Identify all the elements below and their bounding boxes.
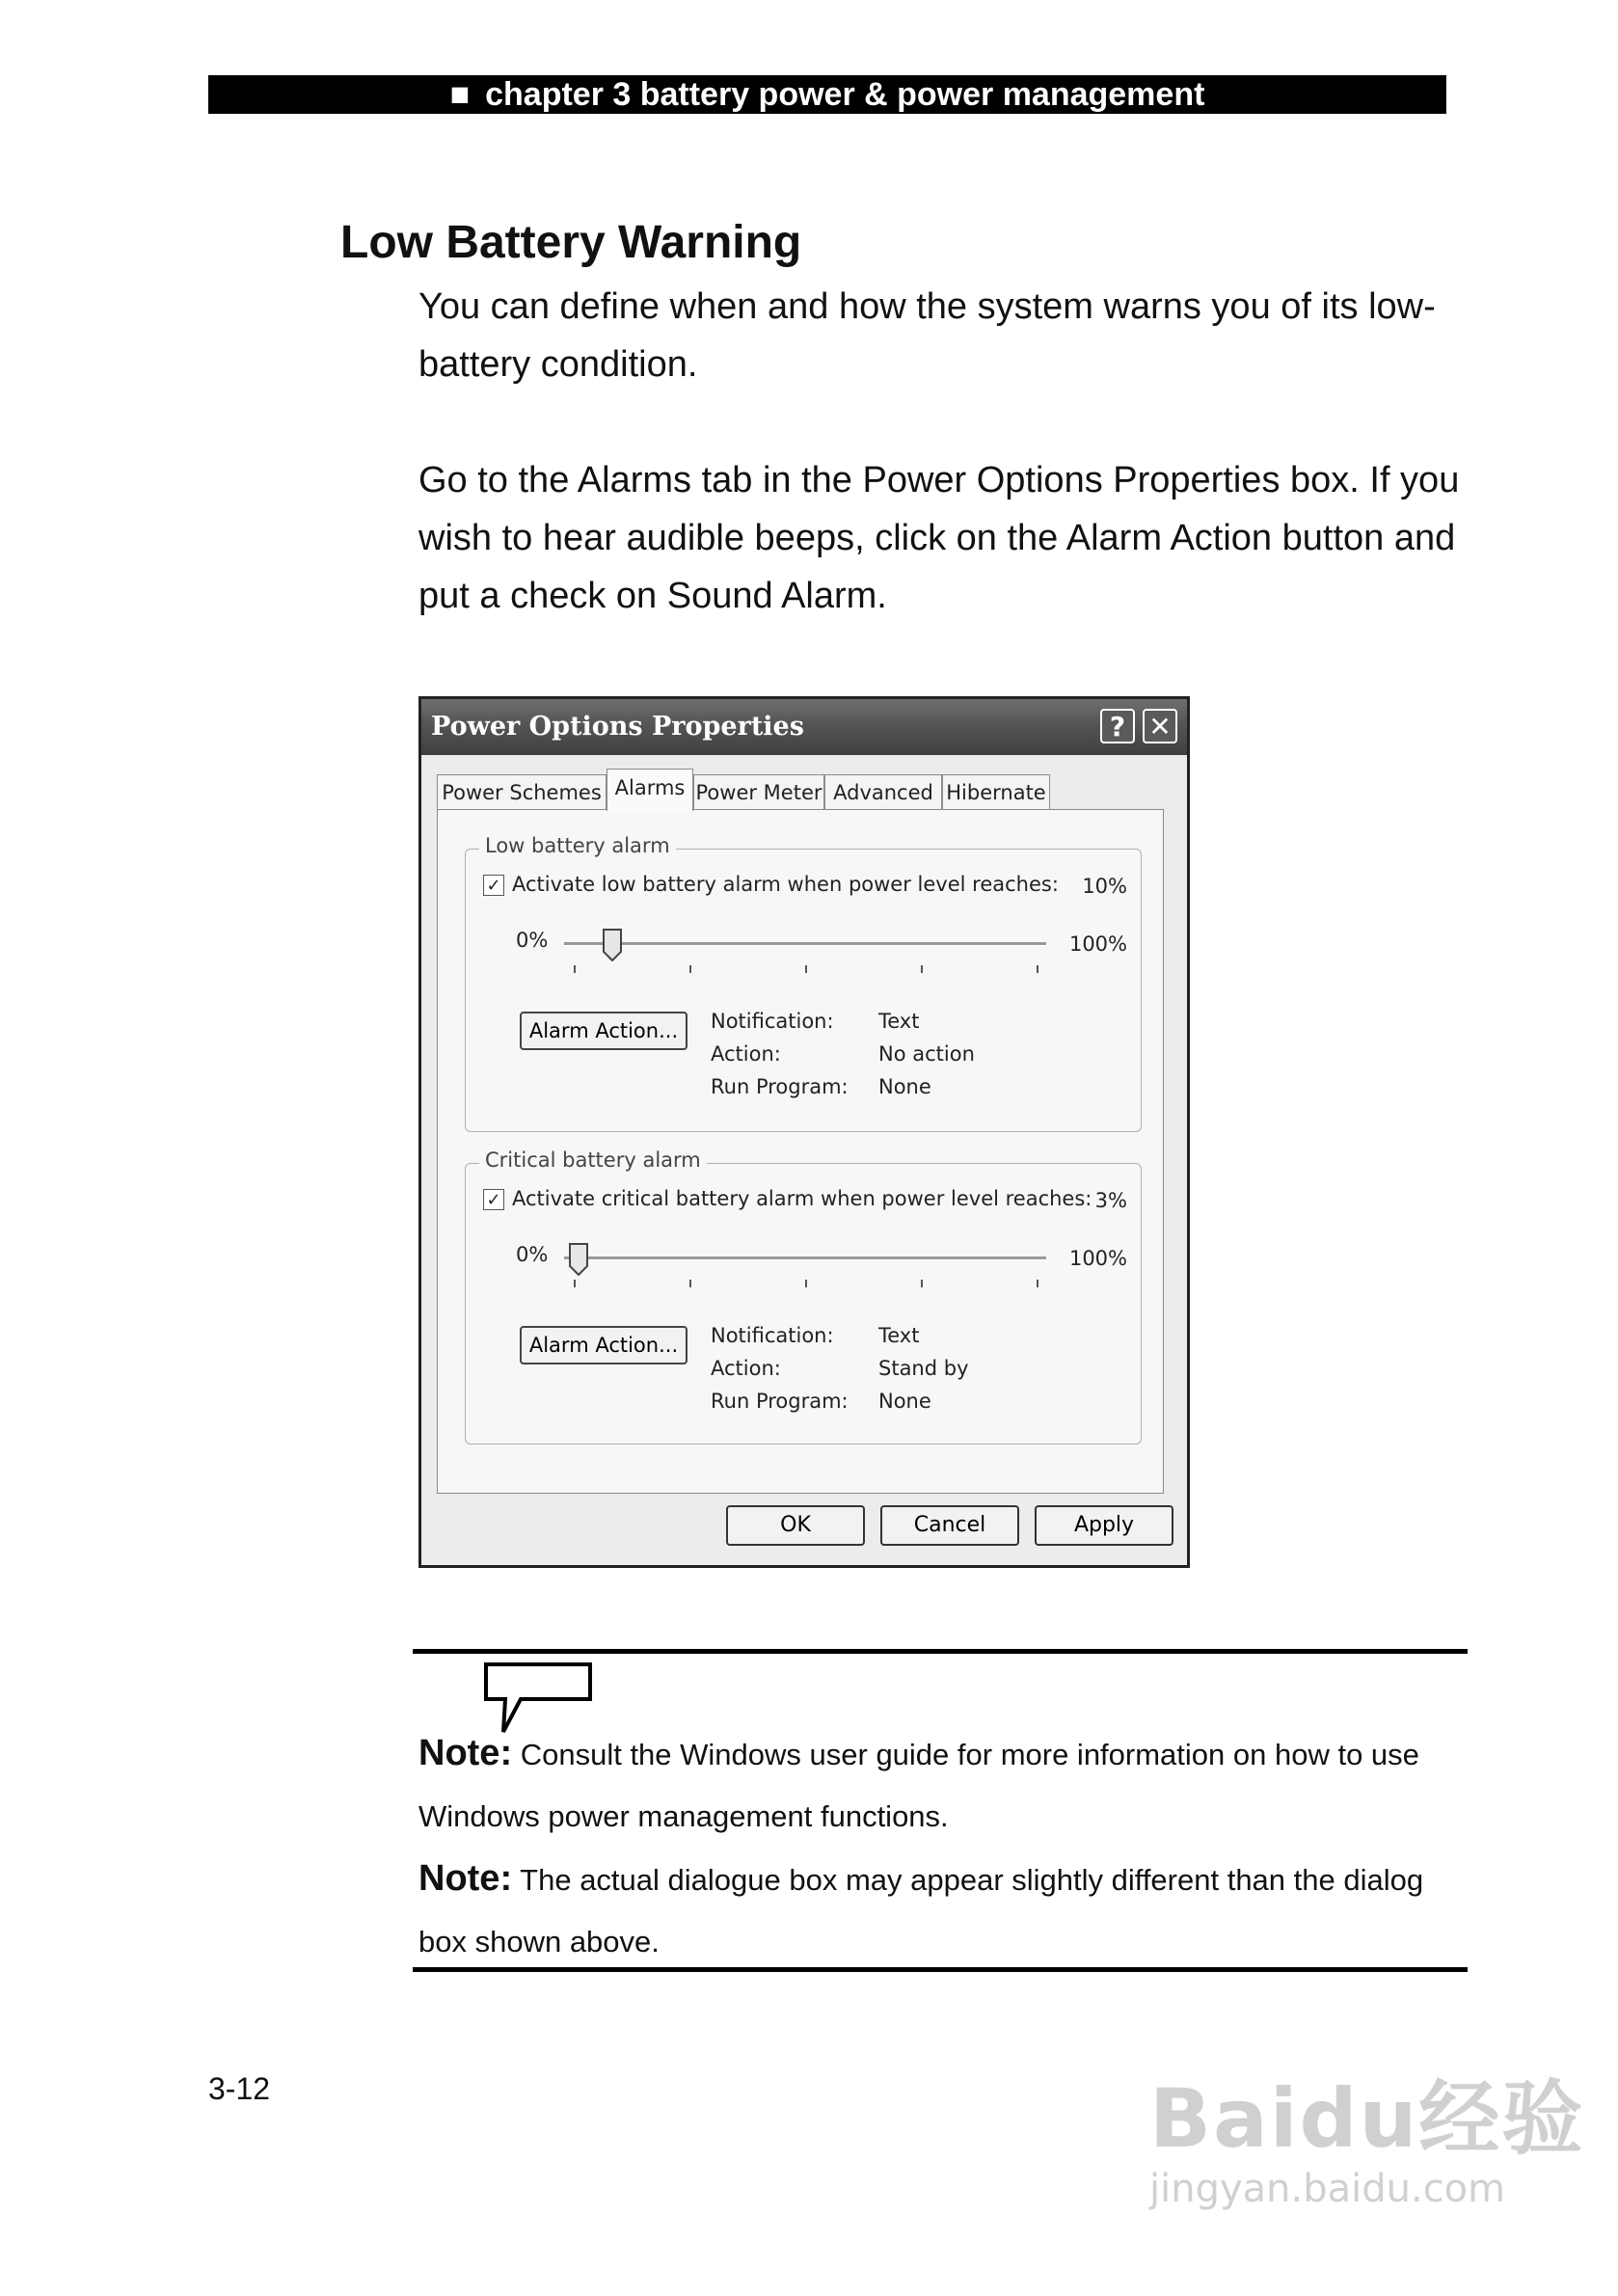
low-battery-group	[465, 834, 1142, 1132]
critical-slider-tick	[1037, 1280, 1038, 1287]
note-2-text: The actual dialogue box may appear slightly different than the dialog box shown above.	[418, 1863, 1424, 1958]
critical-alarm-percent: 3%	[1094, 1189, 1127, 1212]
chapter-title: chapter 3 battery power & power management	[485, 76, 1205, 113]
low-alarm-slider-track[interactable]	[564, 942, 1046, 946]
low-run-program-key: Run Program:	[711, 1075, 849, 1098]
low-alarm-percent: 10%	[1082, 875, 1127, 898]
ok-button[interactable]: OK	[726, 1505, 865, 1546]
critical-battery-group	[465, 1148, 1142, 1445]
chapter-header	[208, 75, 1446, 114]
critical-action-key: Action:	[711, 1357, 781, 1380]
critical-notification-value: Text	[878, 1324, 920, 1347]
low-slider-tick	[574, 965, 576, 973]
note-bottom-rule	[413, 1967, 1468, 1972]
critical-alarm-checkbox-label[interactable]: Activate critical battery alarm when power level reaches:	[512, 1187, 1092, 1210]
dialog-title: Power Options Properties	[431, 712, 804, 742]
critical-alarm-checkbox[interactable]: ✓	[483, 1189, 504, 1210]
critical-run-program-value: None	[878, 1390, 931, 1413]
note-top-rule	[413, 1649, 1468, 1654]
tab-power-meter[interactable]: Power Meter	[693, 774, 824, 809]
critical-battery-legend: Critical battery alarm	[479, 1148, 707, 1172]
low-action-key: Action:	[711, 1042, 781, 1066]
cancel-button[interactable]: Cancel	[880, 1505, 1019, 1546]
low-slider-tick	[689, 965, 691, 973]
low-slider-min-label: 0%	[516, 929, 549, 952]
low-notification-key: Notification:	[711, 1010, 834, 1033]
tab-power-schemes[interactable]: Power Schemes	[437, 774, 607, 809]
baidu-watermark	[1149, 2054, 1584, 2211]
low-notification-value: Text	[878, 1010, 920, 1033]
critical-slider-min-label: 0%	[516, 1243, 549, 1266]
help-icon[interactable]: ?	[1100, 709, 1135, 743]
critical-alarm-slider-thumb[interactable]	[569, 1243, 588, 1276]
low-slider-tick	[921, 965, 923, 973]
section-title: Low Battery Warning	[340, 217, 802, 268]
low-alarm-action-button[interactable]: Alarm Action...	[520, 1012, 688, 1050]
low-alarm-checkbox[interactable]: ✓	[483, 875, 504, 896]
tab-advanced[interactable]: Advanced	[824, 774, 942, 809]
watermark-url: jingyan.baidu.com	[1149, 2167, 1506, 2211]
watermark-logo: Baidu经验	[1149, 2071, 1585, 2166]
low-slider-max-label: 100%	[1068, 932, 1127, 956]
critical-run-program-key: Run Program:	[711, 1390, 849, 1413]
note-1-label: Note:	[418, 1733, 513, 1773]
tab-hibernate[interactable]: Hibernate	[942, 774, 1050, 809]
low-alarm-checkbox-label[interactable]: Activate low battery alarm when power level reaches:	[512, 873, 1059, 896]
critical-action-value: Stand by	[878, 1357, 969, 1380]
critical-alarm-slider-track[interactable]	[564, 1256, 1046, 1260]
low-slider-tick	[805, 965, 807, 973]
alarms-panel	[437, 809, 1164, 1494]
apply-button[interactable]: Apply	[1035, 1505, 1173, 1546]
page-number: 3-12	[208, 2071, 271, 2106]
note-2-label: Note:	[418, 1858, 513, 1899]
critical-alarm-action-button[interactable]: Alarm Action...	[520, 1326, 688, 1364]
low-action-value: No action	[878, 1042, 975, 1066]
critical-slider-tick	[805, 1280, 807, 1287]
low-slider-tick	[1037, 965, 1038, 973]
low-run-program-value: None	[878, 1075, 931, 1098]
critical-notification-key: Notification:	[711, 1324, 834, 1347]
critical-slider-max-label: 100%	[1068, 1247, 1127, 1270]
power-options-dialog	[418, 696, 1190, 1568]
note-1-text: Consult the Windows user guide for more information on how to use Windows power management functions.	[418, 1738, 1419, 1833]
tab-alarms[interactable]: Alarms	[607, 769, 693, 811]
header-bullet: ■	[449, 76, 471, 113]
intro-paragraph: You can define when and how the system warns you of its low-battery condition.	[418, 286, 1436, 385]
dialog-titlebar	[421, 699, 1187, 755]
note-2	[418, 1848, 1470, 1973]
low-alarm-slider-thumb[interactable]	[603, 929, 622, 961]
low-battery-legend: Low battery alarm	[479, 834, 676, 857]
critical-slider-tick	[689, 1280, 691, 1287]
note-1	[418, 1722, 1470, 1848]
close-icon[interactable]: ✕	[1143, 709, 1177, 743]
instructions-paragraph: Go to the Alarms tab in the Power Options Properties box. If you wish to hear audible beeps, click on the Alarm Action button and put a check on Sound Alarm.	[418, 460, 1460, 616]
critical-slider-tick	[921, 1280, 923, 1287]
critical-slider-tick	[574, 1280, 576, 1287]
